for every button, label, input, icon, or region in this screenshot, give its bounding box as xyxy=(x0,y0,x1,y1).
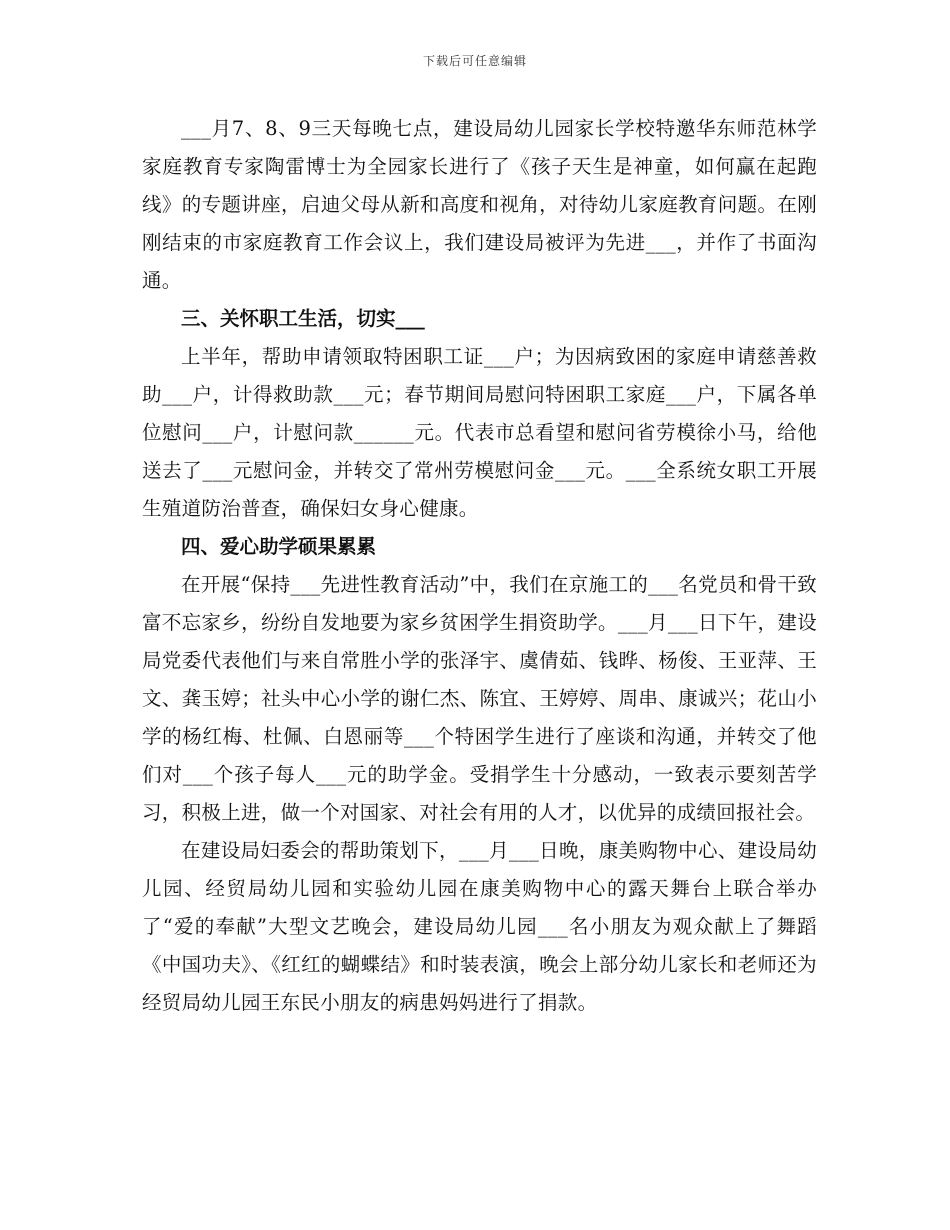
document-body xyxy=(142,110,817,1022)
paragraph-kindergarten-lecture: ___月7、8、9三天每晚七点，建设局幼儿园家长学校特邀华东师范林学家庭教育专家陶雷博士为全园家长进行了《孩子天生是神童，如何赢在起跑线》的专题讲座，启迪父母从新和高度和视角，对待幼儿家庭教育问题。在刚刚结束的市家庭教育工作会议上，我们建设局被评为先进___，并作了书面沟通。 xyxy=(142,117,817,292)
paragraph-student-aid: 在开展“保持___先进性教育活动”中，我们在京施工的___名党员和骨干致富不忘家乡，纷纷自发地要为家乡贫困学生捐资助学。___月___日下午，建设局党委代表他们与来自常胜小学的张泽宇、虞倩茹、钱晔、杨俊、王亚萍、王文、龚玉婷；社头中心小学的谢仁杰、陈宜、王婷婷、周串、康诚兴；花山小学的杨红梅、杜佩、白恩丽等___个特困学生进行了座谈和沟通，并转交了他们对___个孩子每人___元的助学金。受捐学生十分感动，一致表示要刻苦学习，积极上进，做一个对国家、对社会有用的人才，以优异的成绩回报社会。 xyxy=(142,573,817,824)
page-header: 下载后可任意编辑 xyxy=(422,54,527,68)
paragraph-worker-care: 上半年，帮助申请领取特困职工证___户；为因病致困的家庭申请慈善救助___户，计得救助款___元；春节期间局慰问特困职工家庭___户，下属各单位慰问___户，计慰问款______元。代表市总看望和慰问省劳模徐小马，给他送去了___元慰问金，并转交了常州劳模慰问金___元。___全系统女职工开展生殖道防治普查，确保妇女身心健康。 xyxy=(142,345,817,520)
section-heading-3: 三、关怀职工生活，切实___ xyxy=(181,307,425,330)
section-heading-4: 四、爱心助学硕果累累 xyxy=(181,535,377,558)
paragraph-charity-gala: 在建设局妇委会的帮助策划下，___月___日晚，康美购物中心、建设局幼儿园、经贸局幼儿园和实验幼儿园在康美购物中心的露天舞台上联合举办了“爱的奉献”大型文艺晚会，建设局幼儿园___名小朋友为观众献上了舞蹈《中国功夫》、《红红的蝴蝶结》和时装表演，晚会上部分幼儿家长和老师还为经贸局幼儿园王东民小朋友的病患妈妈进行了捐款。 xyxy=(142,839,817,1014)
